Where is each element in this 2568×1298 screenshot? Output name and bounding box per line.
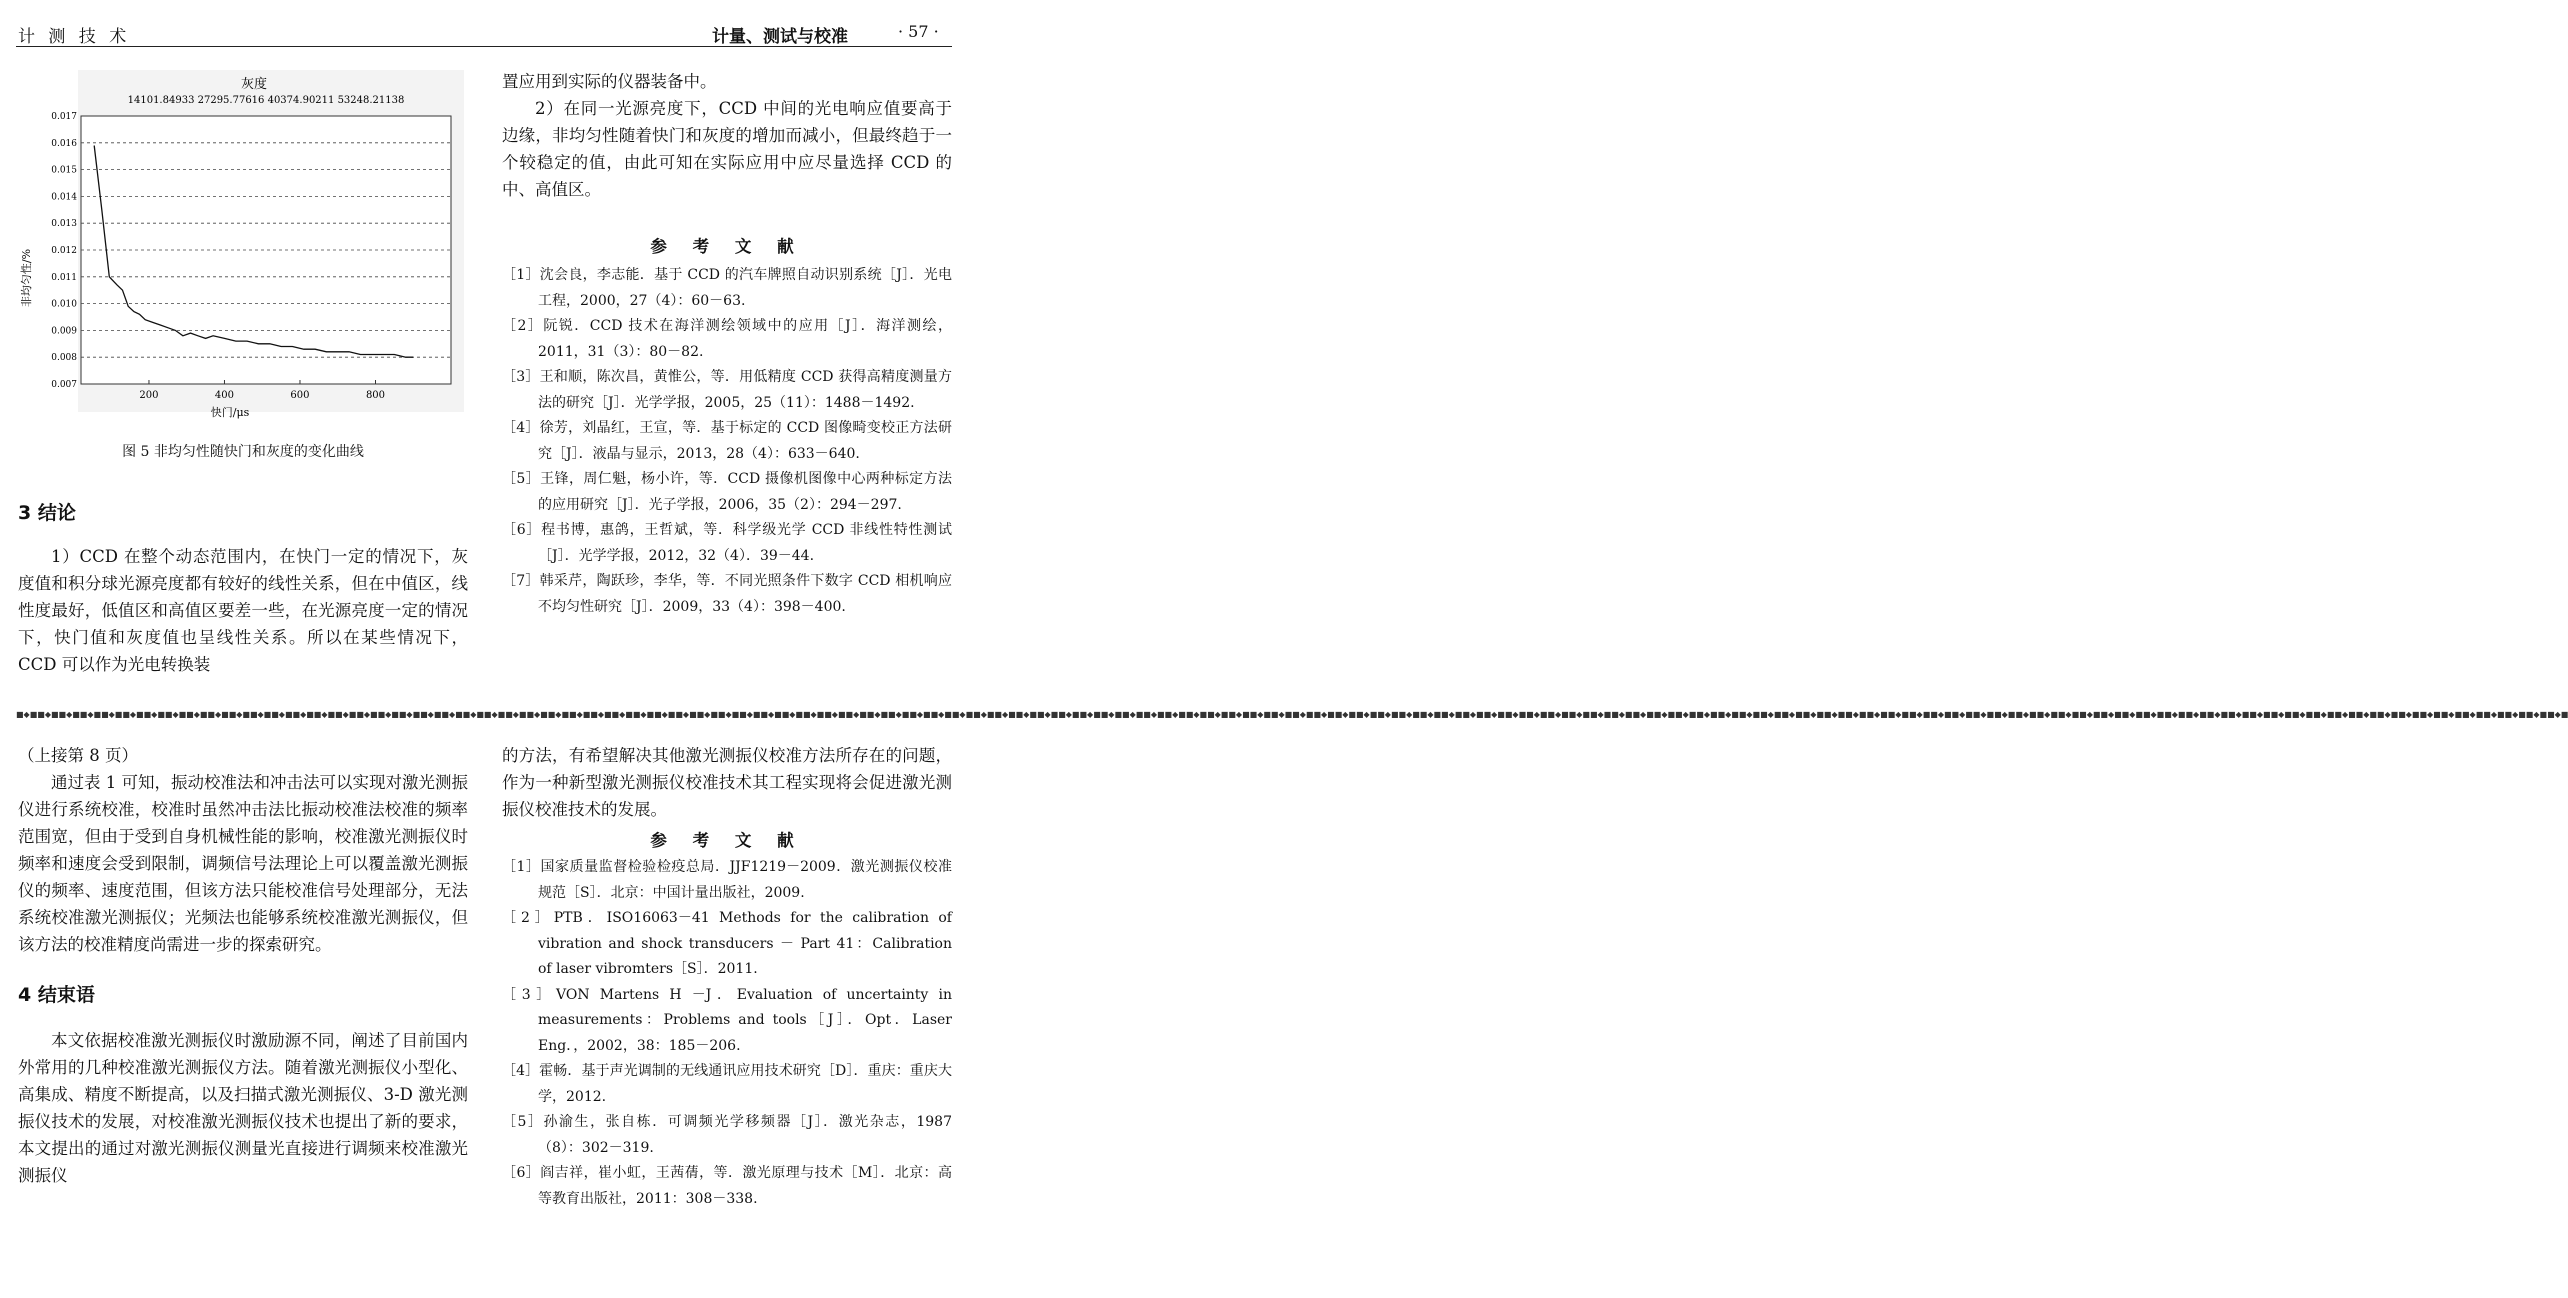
references-heading-2: 参 考 文 献 [650, 831, 804, 850]
section-4-heading: 4 结束语 [18, 984, 95, 1006]
y-tick-label: 0.007 [51, 380, 77, 390]
bottom-right-column [502, 742, 952, 1212]
reference-list-2 [502, 855, 952, 1212]
y-tick-label: 0.013 [51, 219, 77, 230]
journal-name: 计 测 技 术 [18, 27, 131, 47]
y-tick-label: 0.010 [51, 299, 77, 310]
reference-item-5: ［5］王锋，周仁魁，杨小许，等．CCD 摄像机图像中心两种标定方法的应用研究［J］．光子学报，2006，35（2）：294－297. [502, 471, 952, 513]
section-title: 计量、测试与校准 [712, 27, 848, 47]
conclusion-point-2: 2）在同一光源亮度下，CCD 中间的光电响应值要高于边缘，非均匀性随着快门和灰度的增加而减小，但最终趋于一个较稳定的值，由此可知在实际应用中应尽量选择 CCD 的中、高值区。 [502, 99, 952, 199]
reference-list [502, 263, 952, 620]
y-tick-label: 0.015 [51, 165, 77, 176]
reference-item-b-2: ［2］PTB．ISO16063－41 Methods for the calibration of vibration and shock transducers － Part 41：Calibration of laser vibromters［S］．2011. [502, 910, 952, 977]
page-number: · 57 · [898, 22, 939, 41]
x-tick-label: 200 [139, 390, 159, 401]
y-axis-ticks [51, 112, 77, 390]
y-tick-label: 0.011 [51, 272, 77, 283]
reference-item-b-5: ［5］孙渝生，张自栋．可调频光学移频器［J］．激光杂志，1987（8）：302－319. [502, 1114, 952, 1156]
references-heading: 参 考 文 献 [650, 237, 804, 256]
reference-item-6: ［6］程书博，惠鸽，王哲斌，等．科学级光学 CCD 非线性特性测试［J］．光学学报，2012，32（4）．39－44. [502, 522, 952, 564]
y-tick-label: 0.017 [51, 112, 77, 122]
y-axis-label: 非均匀性/% [20, 248, 33, 308]
x-tick-label: 600 [290, 390, 310, 401]
article-divider [16, 710, 2568, 719]
figure-caption: 图 5 非均匀性随快门和灰度的变化曲线 [122, 444, 364, 460]
reference-item-4: ［4］徐芳，刘晶红，王宣，等．基于标定的 CCD 图像畸变校正方法研究［J］．液晶与显示，2013，28（4）：633－640. [502, 420, 952, 462]
reference-item-2: ［2］阮锐．CCD 技术在海洋测绘领域中的应用［J］．海洋测绘，2011，31（3）：80－82. [502, 318, 952, 360]
bottom-left-paragraph-1: 通过表 1 可知，振动校准法和冲击法可以实现对激光测振仪进行系统校准，校准时虽然冲击法比振动校准法校准的频率范围宽，但由于受到自身机械性能的影响，校准激光测振仪时频率和速度会受到限制，调频信号法理论上可以覆盖激光测振仪的频率、速度范围，但该方法只能校准信号处理部分，无法系统校准激光测振仪；光频法也能够系统校准激光测振仪，但该方法的校准精度尚需进一步的探索研究。 [18, 773, 468, 954]
x-axis-label: 快门/μs [210, 406, 250, 419]
nonuniformity-chart [18, 66, 470, 428]
header-rule [16, 46, 952, 47]
reference-item-3: ［3］王和顺，陈次昌，黄惟公，等．用低精度 CCD 获得高精度测量方法的研究［J］．光学学报，2005，25（11）：1488－1492. [502, 369, 952, 411]
chart-title: 灰度 [240, 77, 268, 92]
x-tick-label: 800 [365, 390, 386, 401]
reference-item-b-3: ［3］VON Martens H －J．Evaluation of uncertainty in measurements：Problems and tools［J］．Opt．Laser Eng．，2002，38：185－206. [502, 986, 952, 1054]
bottom-left-column [18, 742, 468, 1189]
divider-pattern: ■◆■■◆■■◆■■◆■■◆■■◆■■◆■■◆■■◆■■◆■■◆■■◆■■◆■■◆■■◆■■◆■■◆■■◆■■◆■■◆■■◆■■◆■■◆■■◆■■◆■■◆■■◆■■◆■■◆■■◆■■◆■■◆■■◆■■◆■■◆■■◆■■◆■■◆■■◆■■◆■■◆■■◆■■◆■■◆■■◆■■◆■■◆■■◆■■◆■■◆■■◆■■◆■■◆■■◆■■◆■■◆■■◆■■◆■■◆■■◆■■◆■■◆■■◆■■◆■■◆■■◆■■◆■■◆■■◆■■◆■■◆■■◆■■◆■■◆■■◆■■◆■■◆■■◆■■◆■■◆■■◆■■◆■■◆■■◆■■◆■■◆■■◆■■◆■■◆■■◆■■◆■■◆■■◆■■◆■■◆■■◆■■◆■■◆■■◆■■◆■■◆■■◆■■◆■■◆■■◆■■◆■■◆■■◆■■◆■■◆■■◆■■◆■■◆■■◆■■◆■■◆■■◆■■◆■■◆■■◆■ [16, 710, 2568, 719]
y-tick-label: 0.009 [51, 326, 77, 337]
y-tick-label: 0.008 [51, 353, 77, 364]
figure-5 [18, 66, 470, 426]
chart-secondary-x-label: 14101.84933 27295.77616 40374.90211 53248.21138 [127, 95, 405, 106]
x-tick-label: 400 [214, 390, 235, 401]
section-3 [18, 498, 468, 678]
bottom-left-paragraph-2: 本文依据校准激光测振仪时激励源不同，阐述了目前国内外常用的几种校准激光测振仪方法。随着激光测振仪小型化、高集成、精度不断提高，以及扫描式激光测振仪、3-D 激光测振仪技术的发展，对校准激光测振仪技术也提出了新的要求，本文提出的通过对激光测振仪测量光直接进行调频来校准激光测振仪 [18, 1031, 468, 1185]
y-tick-label: 0.016 [51, 138, 77, 149]
section-3-paragraph: 1）CCD 在整个动态范围内，在快门一定的情况下，灰度值和积分球光源亮度都有较好的线性关系，但在中值区，线性度最好，低值区和高值区要差一些，在光源亮度一定的情况下，快门值和灰度值也呈线性关系。所以在某些情况下，CCD 可以作为光电转换装 [18, 547, 468, 674]
section-3-heading: 3 结论 [18, 502, 76, 524]
continued-from-note: （上接第 8 页） [18, 746, 138, 765]
continued-paragraph: 置应用到实际的仪器装备中。 [502, 72, 717, 91]
reference-item-b-6: ［6］阎吉祥，崔小虹，王茜蒨，等．激光原理与技术［M］．北京：高等教育出版社，2011：308－338. [502, 1165, 952, 1207]
y-tick-label: 0.014 [51, 192, 77, 203]
reference-item-b-1: ［1］国家质量监督检验检疫总局．JJF1219－2009．激光测振仪校准规范［S］．北京：中国计量出版社，2009. [502, 859, 952, 901]
reference-item-7: ［7］韩采芹，陶跃珍，李华，等．不同光照条件下数字 CCD 相机响应不均匀性研究［J］．2009，33（4）：398－400. [502, 573, 952, 615]
reference-item-1: ［1］沈会良，李志能．基于 CCD 的汽车牌照自动识别系统［J］．光电工程，2000，27（4）：60－63. [502, 267, 952, 309]
bottom-right-paragraph: 的方法，有希望解决其他激光测振仪校准方法所存在的问题，作为一种新型激光测振仪校准技术其工程实现将会促进激光测振仪校准技术的发展。 [502, 746, 952, 819]
right-column-top [502, 68, 952, 620]
y-tick-label: 0.012 [51, 246, 77, 256]
reference-item-b-4: ［4］霍畅．基于声光调制的无线通讯应用技术研究［D］．重庆：重庆大学，2012. [502, 1063, 952, 1105]
